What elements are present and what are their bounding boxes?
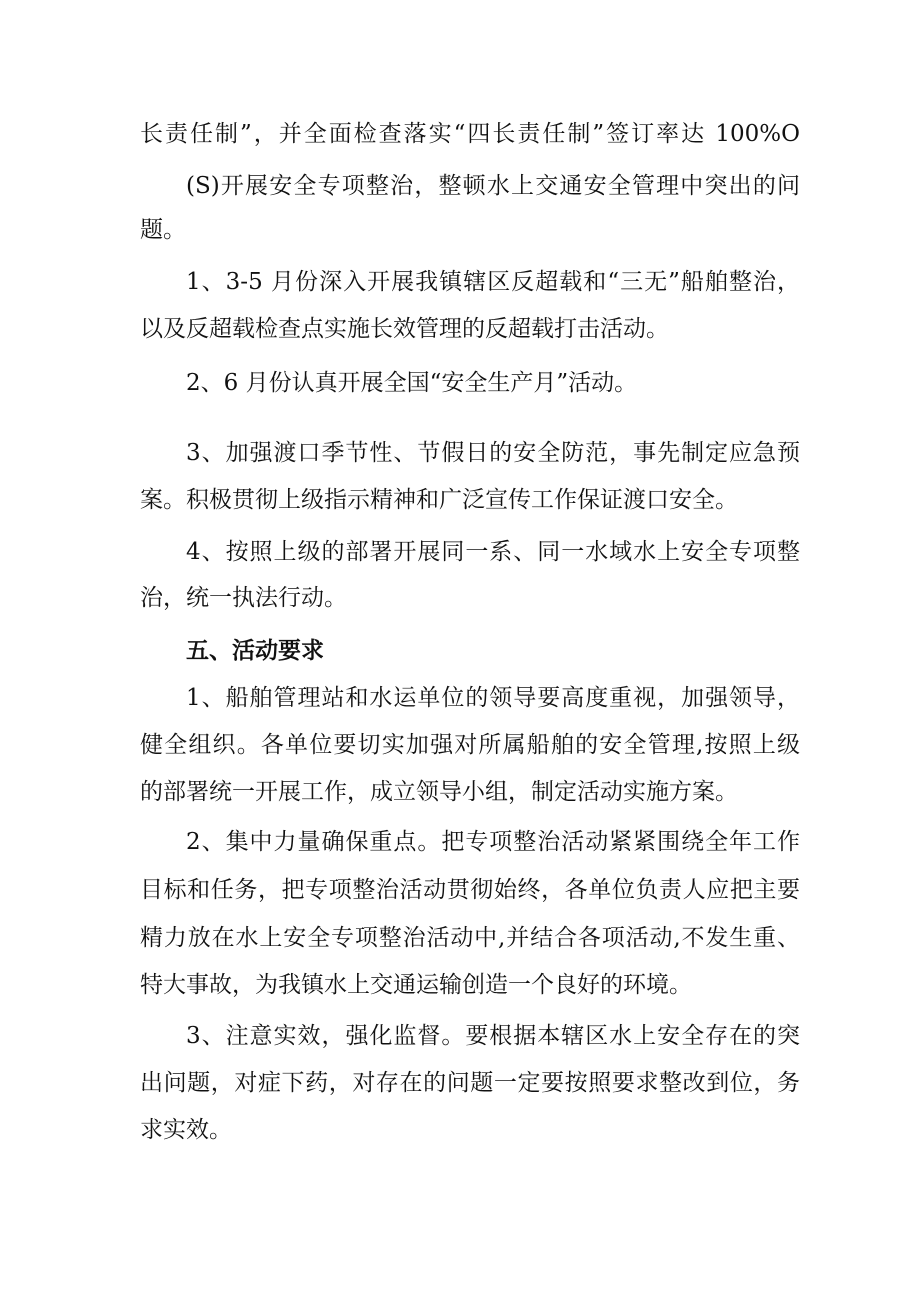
requirement-2-line-1: 2、集中力量确保重点。把专项整治活动紧紧围绕全年工作 [186,829,800,855]
requirement-1-line-3: 的部署统一开展工作，成立领导小组，制定活动实施方案。 [140,779,738,805]
item-1-line-2: 以及反超载检查点实施长效管理的反超载打击活动。 [140,316,669,342]
item-3-line-2: 案。积极贯彻上级指示精神和广泛宣传工作保证渡口安全。 [140,487,738,513]
paragraph-continuation-line-1: 长责任制”，并全面检查落实“四长责任制”签订率达 100%O [140,121,800,147]
paragraph-s-line-2: 题。 [140,217,186,243]
requirement-3-line-2: 出问题，对症下药，对存在的问题一定要按照要求整改到位，务 [140,1070,800,1096]
requirement-2-line-4: 特大事故，为我镇水上交通运输创造一个良好的环境。 [140,972,692,998]
requirement-1-line-2: 健全组织。各单位要切实加强对所属船舶的安全管理,按照上级 [140,732,800,758]
requirement-2-line-2: 目标和任务，把专项整治活动贯彻始终，各单位负责人应把主要 [140,877,800,903]
requirement-3-line-3: 求实效。 [140,1117,232,1143]
item-1-line-1: 1、3-5 月份深入开展我镇辖区反超载和“三无”船舶整治， [186,269,800,295]
requirement-1-line-1: 1、船舶管理站和水运单位的领导要高度重视，加强领导， [186,685,800,711]
section-heading: 五、活动要求 [186,638,324,664]
item-2-line-1: 2、6 月份认真开展全国“安全生产月”活动。 [186,370,638,396]
paragraph-s-line-1: (S)开展安全专项整治，整顿水上交通安全管理中突出的问 [186,173,800,199]
item-4-line-2: 治，统一执法行动。 [140,585,347,611]
item-4-line-1: 4、按照上级的部署开展同一系、同一水域水上安全专项整 [186,539,800,565]
requirement-3-line-1: 3、注意实效，强化监督。要根据本辖区水上安全存在的突 [186,1023,800,1049]
requirement-2-line-3: 精力放在水上安全专项整治活动中,并结合各项活动,不发生重、 [140,925,800,951]
item-3-line-1: 3、加强渡口季节性、节假日的安全防范，事先制定应急预 [186,440,800,466]
